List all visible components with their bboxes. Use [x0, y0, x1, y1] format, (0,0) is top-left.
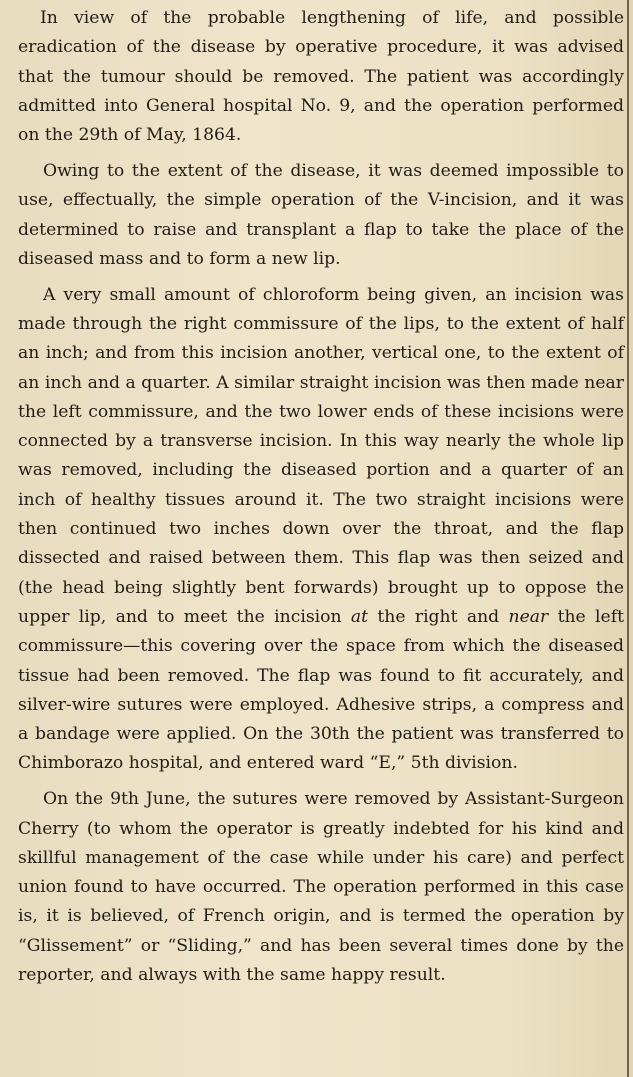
procedure-italic-at: at — [350, 606, 369, 627]
paragraph-procedure — [18, 281, 624, 779]
paragraph-operation-decision: In view of the probable lengthening of life, and possible eradication of the disease by operative procedure, it was advised that the tumour should be removed. The patient was accordingly admitted into General hospital No. 9, and the operation performed on the 29th of May, 1864. — [18, 8, 624, 146]
article-body — [18, 4, 624, 997]
procedure-text-end: the left commissure—this covering over the space from which the diseased tissue had been removed. The flap was found to fit accurately, and silver-wire sutures were employed. Adhesive strips, a compress and a bandage were applied. On the 30th the patient was transferred to Chimborazo hospital, and entered ward “E,” 5th division. — [18, 606, 624, 774]
procedure-text-mid: the right and — [377, 606, 500, 627]
paragraph-flap-plan: Owing to the extent of the disease, it was deemed impossible to use, effectually, the simple operation of the V-incision, and it was determined to raise and transplant a flap to take the place of the diseased mass and to form a new lip. — [18, 160, 624, 269]
procedure-text-start: A very small amount of chloroform being given, an incision was made through the right commissure of the lips, to the extent of half an inch; and from this incision another, vertical one, to the extent of an inch and a quarter. A similar straight incision was then made near the left commissure, and the two lower ends of these incisions were connected by a transverse incision. In this way nearly the whole lip was removed, including the diseased portion and a quarter of an inch of healthy tissues around it. The two straight incisions were then continued two inches down over the throat, and the flap dissected and raised between them. This flap was then seized and (the head being slightly bent forwards) brought up to oppose the upper lip, and to meet the incision — [18, 284, 624, 627]
procedure-italic-near: near — [508, 606, 549, 627]
column-rule — [627, 0, 629, 1077]
paragraph-outcome: On the 9th June, the sutures were removed by Assistant-Surgeon Cherry (to whom the operator is greatly indebted for his kind and skillful management of the case while under his care) and perfect union found to have occurred. The operation performed in this case is, it is believed, of French origin, and is termed the operation by “Glissement” or “Sliding,” and has been several times done by the reporter, and always with the same happy result. — [18, 789, 624, 985]
